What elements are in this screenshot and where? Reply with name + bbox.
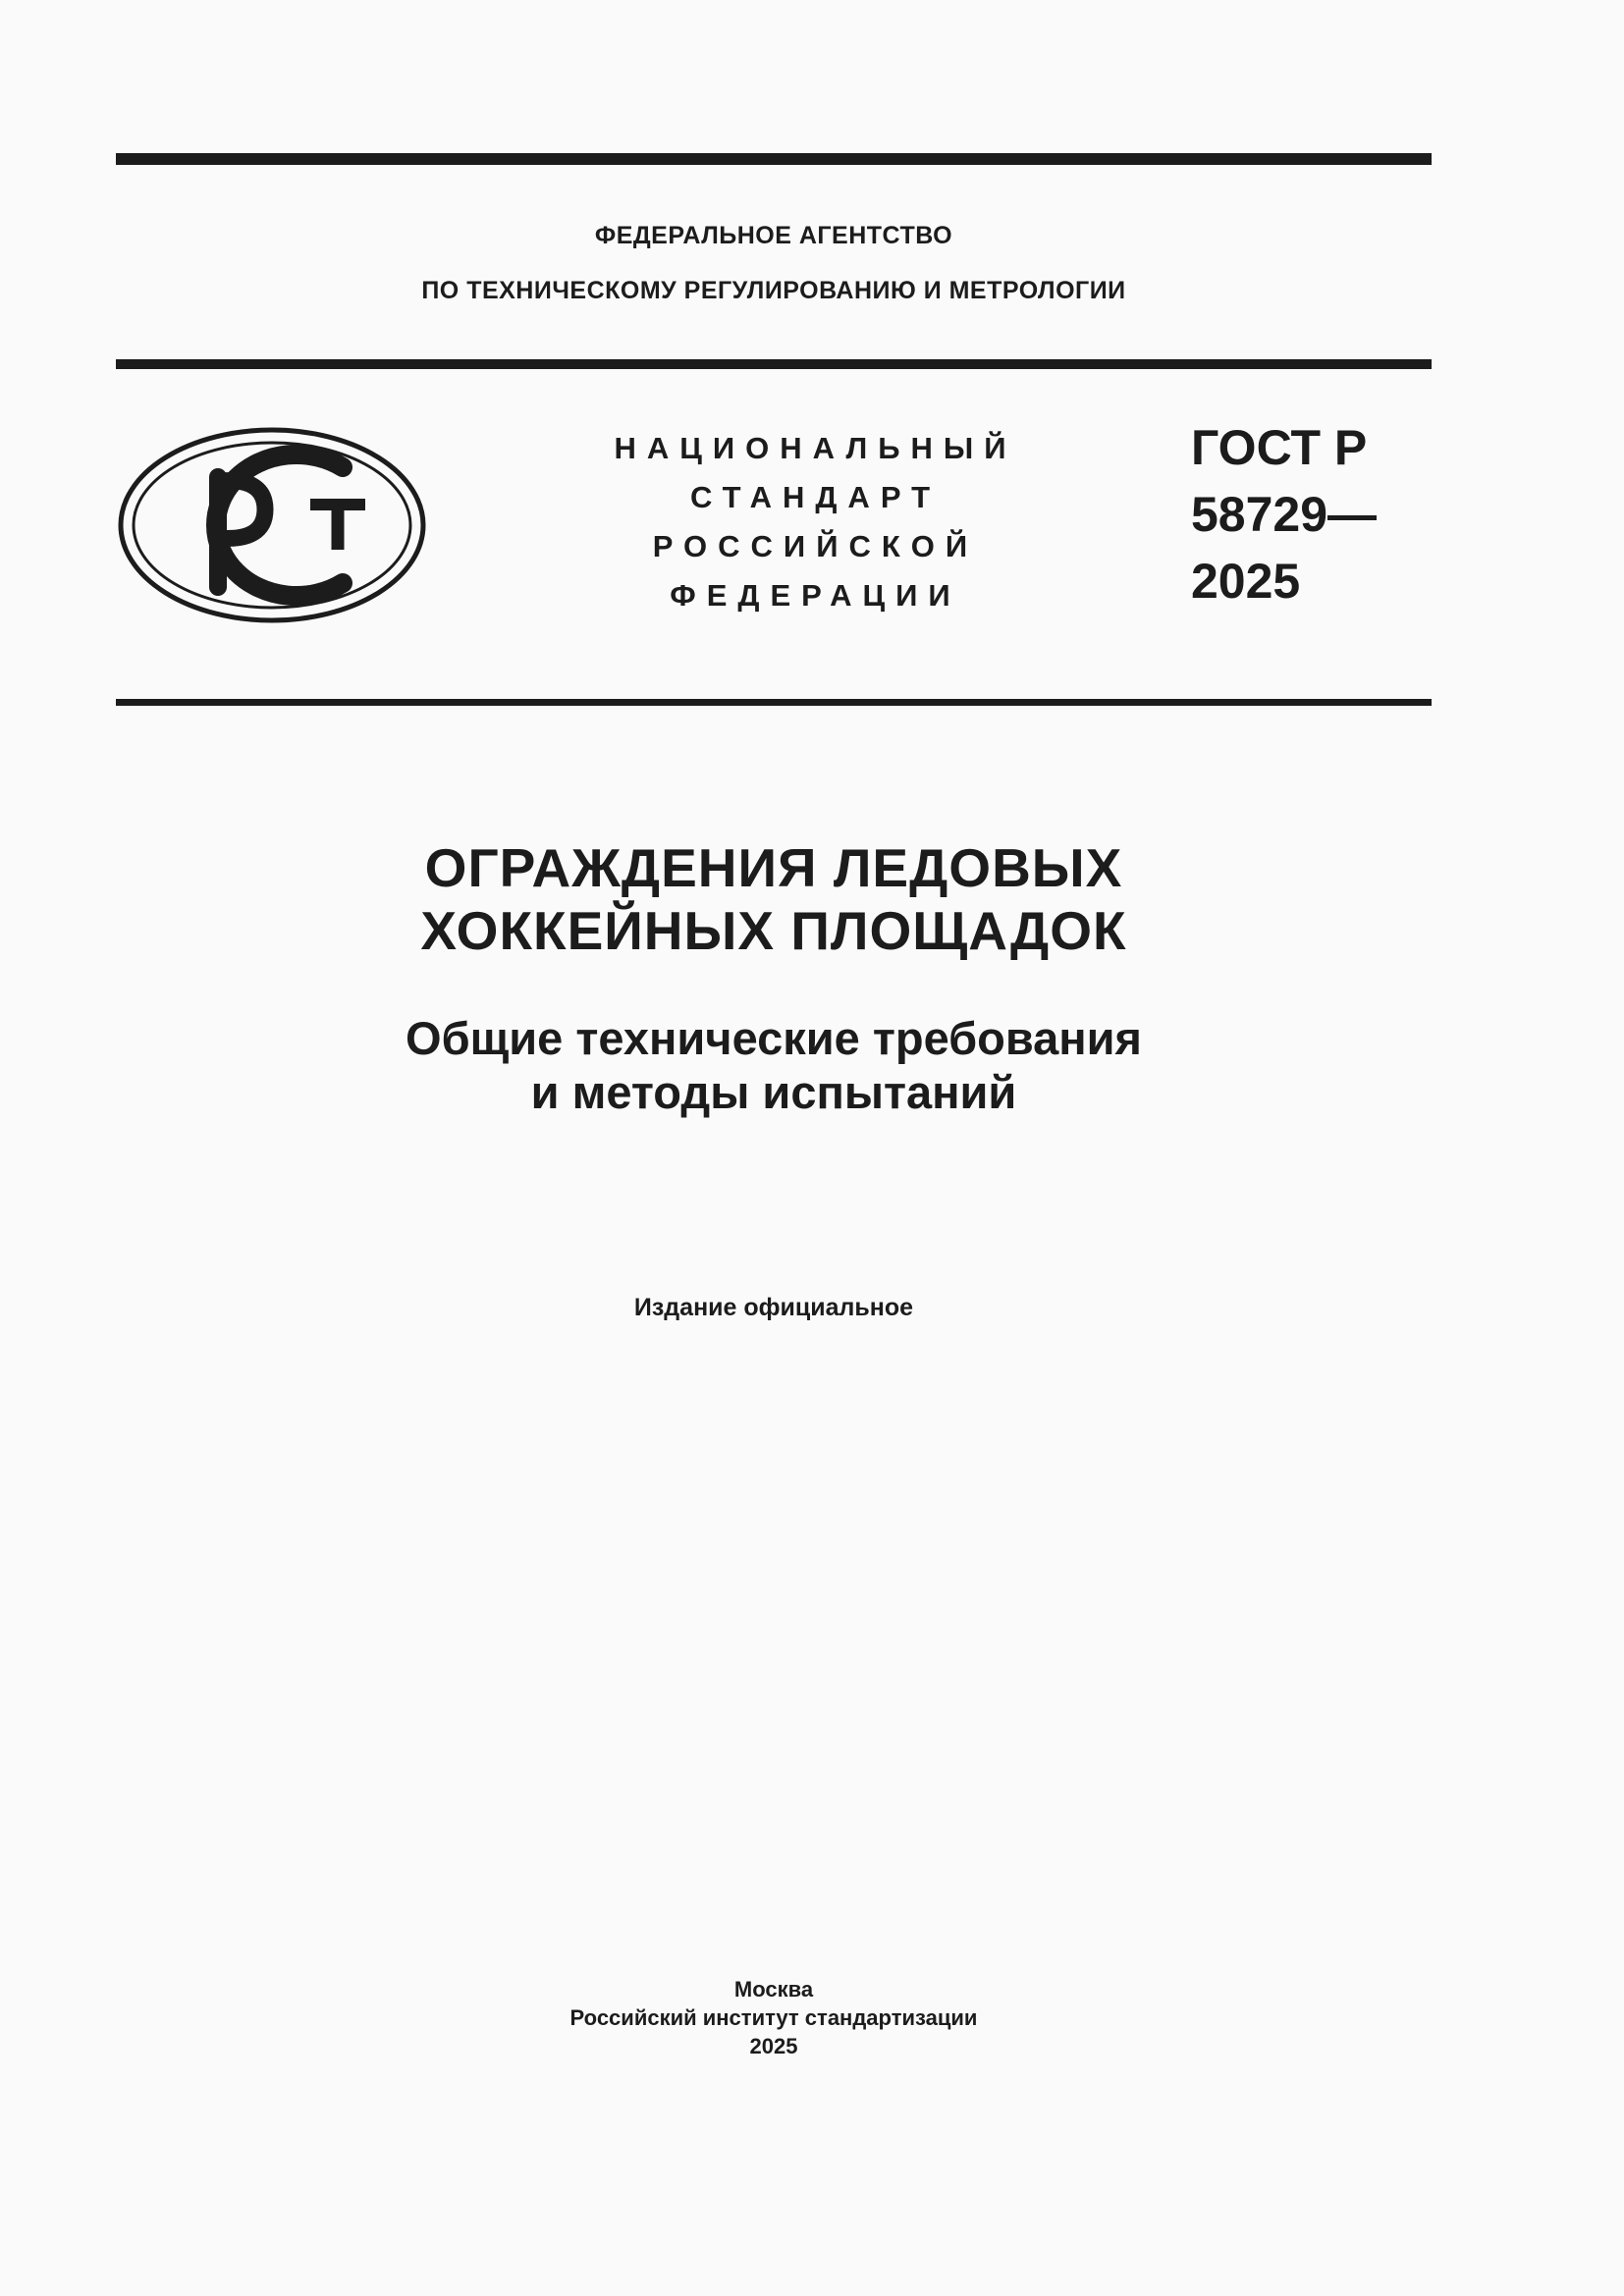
subtitle-line-1: Общие технические требования (406, 1012, 1142, 1064)
national-standard-label (587, 424, 1044, 620)
designation-line-2: 58729— (1191, 487, 1378, 542)
rst-certification-mark-icon (116, 426, 428, 625)
agency-line-2: ПО ТЕХНИЧЕСКОМУ РЕГУЛИРОВАНИЮ И МЕТРОЛОГИИ (421, 277, 1126, 304)
header-rule (116, 359, 1432, 369)
title-line-1: ОГРАЖДЕНИЯ ЛЕДОВЫХ (424, 837, 1123, 898)
national-standard-line-4: ФЕДЕРАЦИИ (670, 578, 961, 613)
imprint (116, 1975, 1432, 2060)
agency-line-1: ФЕДЕРАЛЬНОЕ АГЕНТСТВО (594, 222, 953, 249)
title-rule (116, 699, 1432, 706)
imprint-year: 2025 (749, 2034, 798, 2058)
imprint-city: Москва (733, 1977, 814, 2002)
imprint-publisher: Российский институт стандартизации (569, 2005, 978, 2030)
document-title (116, 836, 1432, 962)
document-subtitle (116, 1011, 1432, 1119)
subtitle-line-2: и методы испытаний (530, 1066, 1017, 1118)
designation-line-3: 2025 (1191, 554, 1301, 609)
national-standard-line-1: НАЦИОНАЛЬНЫЙ (614, 431, 1017, 465)
title-line-2: ХОККЕЙНЫХ ПЛОЩАДОК (420, 900, 1127, 961)
standard-designation (1191, 414, 1377, 614)
national-standard-line-2: СТАНДАРТ (689, 480, 942, 514)
edition-label: Издание официальное (633, 1294, 914, 1321)
national-standard-line-3: РОССИЙСКОЙ (652, 529, 979, 563)
designation-line-1: ГОСТ Р (1191, 420, 1368, 475)
top-rule (116, 153, 1432, 165)
